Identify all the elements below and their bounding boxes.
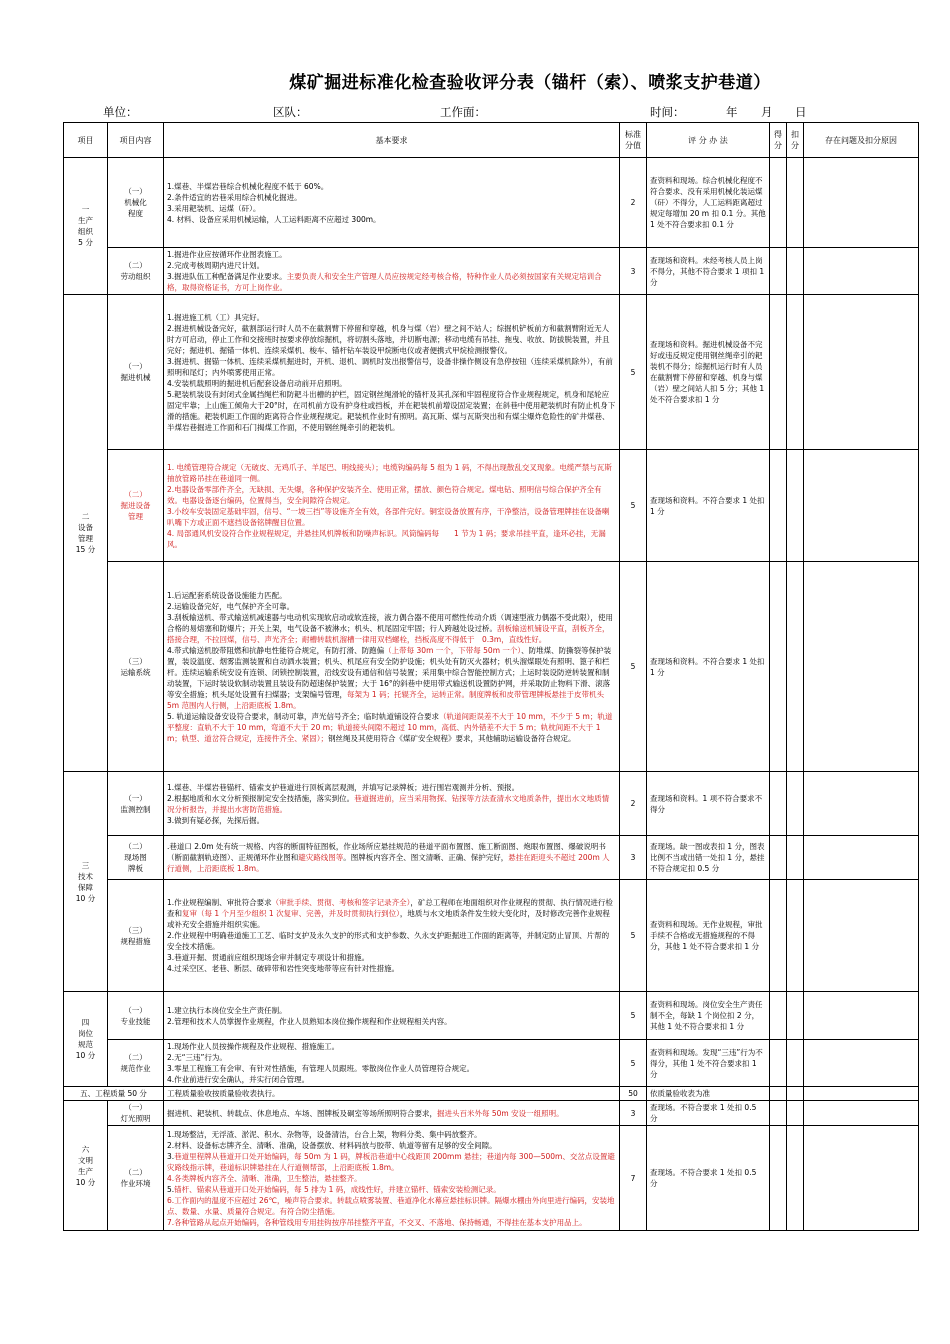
quality-label: 五、工程质量 50 分 [64, 1087, 164, 1101]
standard-score: 5 [620, 295, 647, 450]
scoring-method: 查现场。不符合要求 1 处扣 0.5 分 [647, 1126, 770, 1231]
requirement-line [167, 356, 616, 378]
issue-cell [804, 158, 919, 248]
requirement-text: 2.根据地质和水文分析预报制定安全技措施，落实到位。 [167, 793, 355, 803]
requirement-text-highlight: 6.工作面内的温度不应超过 26℃，噪声符合要求。转载点喷雾装置、巷道净化水幕应悬挂标识牌。隔爆水棚由外向里进行编码，安装地点、数量、水量、质量符合规定。有符合防尘措施。 [167, 1195, 615, 1216]
requirement-text: 3.零星工程施工有会审、有针对性措施，有管理人员跟班。零散岗位作业人员管理符合规定。 [167, 1064, 475, 1073]
requirement-line [167, 952, 616, 963]
item-content: （一） 灯光照明 [108, 1101, 164, 1126]
item-content: （一） 掘进机械 [108, 295, 164, 450]
requirement-line [167, 1140, 616, 1151]
requirement-cell [164, 248, 620, 295]
item-content: （二） 劳动组织 [108, 248, 164, 295]
standard-score: 5 [620, 880, 647, 992]
requirement-line [167, 1041, 616, 1052]
requirement-text: 、防堆煤、防撕裂等保护装置，装设温度、烟雾监测装置和自动洒水装置；机头、机尾应有安全防护设施；机头处有防灭火器材；机头溜煤眼处有照明、篦子和栏杆。连续运输系统安设有连锁、闭锁控制装置，沿线安设有通信和信号装置；采用集中综合智能控制方式；上运时装设防逆转装置和制动装置，下运时装设软制动装置且装设有防超速保护装置；大于 16°的斜巷中使用带式输送机设置防护网，并采取防止物料下滑、滚落等安全措施；机头尾处设置有扫煤器；支架编号管理， [167, 645, 612, 699]
requirement-text: 2.条件适宜的岩巷采用综合机械化掘进。 [167, 192, 302, 202]
requirement-text: 2.材料、设备标志牌齐全、清晰、准确，设备摆放、材料码放与胶带、轨道等留有足够的安全间隙。 [167, 1140, 497, 1150]
requirement-text: 4.作业前进行安全确认，并实行闭合管理。 [167, 1075, 310, 1084]
table-row [64, 562, 919, 772]
requirement-line [167, 506, 616, 528]
item-content: （三） 运输系统 [108, 562, 164, 772]
scoring-method: 查现场和资料。未经考核人员上岗不得分，其他不符合要求 1 项扣 1 分 [647, 248, 770, 295]
header-requirement: 基本要求 [164, 123, 620, 158]
requirement-cell [164, 772, 620, 836]
requirement-text: 1.掘进施工机（工）具完好。 [167, 312, 265, 322]
issue-cell [804, 992, 919, 1040]
requirement-line [167, 192, 616, 203]
requirement-text: 1.建立执行本岗位安全生产责任制。 [167, 1005, 287, 1015]
requirement-text: 3.巷道开掘、贯通前应组织现场会审并制定专项设计和措施。 [167, 953, 370, 962]
unit-label: 单位： [103, 105, 138, 119]
header-score: 得分 [770, 123, 787, 158]
requirement-line [167, 1217, 616, 1228]
requirement-cell [164, 1040, 620, 1087]
issue-cell [804, 836, 919, 880]
requirement-text: 5. [167, 1184, 175, 1194]
requirement-cell [164, 1101, 620, 1126]
requirement-text-highlight: 掘进头百米外每 50m 安设一组照明。 [437, 1108, 564, 1118]
requirement-cell [164, 158, 620, 248]
requirement-text: 3.掘进队伍工种配备满足作业要求。 [167, 272, 287, 281]
requirement-line [167, 214, 616, 225]
requirement-text-highlight: （轨道间距误差不大于 10 mm，不少于 5 m；轨道平整度：直轨不大于 10 mm，弯道不大于 20 m；轨道接头间隙不超过 10 mm，高低、内外错差不大于 5 m；轨枕间距不大于 1 m；轨型、道岔符合规定，连接件齐全、紧固）； [167, 711, 613, 743]
table-row [64, 1040, 919, 1087]
requirement-text-highlight: 4.各类牌板内容齐全、清晰、准确，卫生整洁，悬挂整齐。 [167, 1173, 362, 1183]
requirement-text: .巷道口 2.0m 处有统一规格、内容的断面特征图板，作业场所应悬挂规范的巷道平面布置图、施工断面图、炮眼布置图、爆破说明书（断面截割轨迹图）、正规循环作业图和 [167, 842, 606, 862]
time-label: 时间： [650, 105, 685, 119]
issue-cell [804, 772, 919, 836]
requirement-line [167, 815, 616, 826]
table-row [64, 450, 919, 562]
requirement-text: 3.掘进机、掘锚一体机、连续采煤机掘进时，开机、退机、调机时发出报警信号，设备非操作侧设有急停按钮（连续采煤机除外），有前照明和尾灯；内外喷雾使用正常。 [167, 356, 613, 377]
table-row [64, 248, 919, 295]
table-row [64, 295, 919, 450]
scoring-method: 查资料和现场。发现“三违”行为不得分，其他 1 处不符合要求扣 1 分 [647, 1040, 770, 1087]
quality-score: 50 [620, 1087, 647, 1101]
item-content: （一） 监测控制 [108, 772, 164, 836]
requirement-text-highlight: 3.小绞车安装固定基础牢固，信号、“一坡三挡”等设施齐全有效，各部件完好。铜室设备放置有序，干净整洁，设备管理牌挂在设备喇叭嘴下方或正面不遮挡设备铭牌醒目位置。 [167, 506, 610, 527]
requirement-text-highlight: 4. 局部通风机安设符合作业规程规定，并悬挂风机牌板和防噪声标识。风筒编码每 1 节为 1 码；要求吊挂平直，逢环必挂，无漏风。 [167, 528, 606, 549]
requirement-text: 掘进机、耙装机、转载点、休息地点、车场、图牌板及硐室等场所照明符合要求， [167, 1108, 437, 1118]
requirement-line [167, 260, 616, 271]
deduct-cell [787, 248, 804, 295]
requirement-text-highlight: （审批手续、贯彻、考核和签字记录齐全） [271, 898, 411, 907]
requirement-cell [164, 992, 620, 1040]
deduct-cell [787, 836, 804, 880]
requirement-line [167, 1129, 616, 1140]
requirement-text: 3. [167, 1151, 175, 1161]
scoring-method: 查资料和现场。岗位安全生产责任制不全，每缺 1 个岗位扣 2 分，其他 1 处不符合要求扣 1 分 [647, 992, 770, 1040]
requirement-text: 1.煤巷、半煤岩巷综合机械化程度不低于 60%。 [167, 181, 329, 191]
requirement-cell [164, 1126, 620, 1231]
scoring-method: 查现场和资料。掘进机械设备不完好或违反规定使用钢丝绳牵引的耙装机不得分；综掘机运行时有人员在截割臂下停留和穿越、机身与煤（岩）壁之间站人扣 5 分；其他 1 处不符合要求扣 1 分 [647, 295, 770, 450]
deduct-cell [787, 880, 804, 992]
requirement-text: 4.安装机载照明的掘进机后配套设备启动前开启照明。 [167, 378, 347, 388]
deduct-cell [787, 295, 804, 450]
score-cell [770, 772, 787, 836]
requirement-text-highlight: 主要负责人和安全生产管理人员应按规定经考核合格，特种作业人员必须按国家有关规定培训合格，取得资格证书，方可上岗作业。 [167, 272, 602, 292]
scoring-method: 查资料和现场。综合机械化程度不符合要求、没有采用机械化装运煤（矸）不得分，人工运料距离超过规定每增加 20 m 扣 0.1 分。其他 1 处不符合要求扣 0.1 分 [647, 158, 770, 248]
section-label: 六 文明 生产 10 分 [64, 1101, 108, 1231]
requirement-line [167, 1151, 616, 1173]
header-item: 项目 [64, 123, 108, 158]
table-row [64, 1126, 919, 1231]
requirement-line [167, 601, 616, 612]
requirement-text-highlight: 避灾路线图等 [298, 853, 344, 862]
requirement-cell [164, 295, 620, 450]
requirement-line [167, 1005, 616, 1016]
table-row [64, 880, 919, 992]
requirement-text: 5.耙装机装设有封闭式金属挡绳栏和防耙斗出槽的护栏，固定钢丝绳滑轮的锚杆及其孔深和牢固程度符合作业规程规定，机身和尾轮应固定牢靠；上山施工倾角大于20°时，在司机前方设有护身柱或挡板，并在耙装机前增设固定装置；在斜巷中使用耙装机时有防止机身下滑的措施。耙装机距工作面的距离符合作业规程规定。耙装机作业时有照明。高瓦斯、煤与瓦斯突出和有煤尘爆炸危险性的矿井煤巷、半煤岩巷掘进工作面和石门揭煤工作面，不使用钢丝绳牵引的耙装机。 [167, 389, 616, 432]
standard-score: 7 [620, 1126, 647, 1231]
standard-score: 2 [620, 772, 647, 836]
requirement-text: 2.掘进机械设备完好，截割部运行时人员不在截割臂下停留和穿越，机身与煤（岩）壁之间不站人；综掘机铲板前方和截割臂附近无人时方可启动，停止工作和交接班时按要求停放综掘机，将切割头落地，并切断电源；移动电缆有吊挂、拖曳、收放、防拔脱装置，并且完好；掘进机、掘锚一体机、连续采煤机、梭车、锚杆钻车装设甲烷断电仪或者便携式甲烷检测报警仪。 [167, 323, 610, 355]
requirement-text: 1.掘进作业应按循环作业图表施工。 [167, 250, 287, 259]
requirement-text: 1.现场作业人员按操作规程及作业规程、措施施工。 [167, 1042, 340, 1051]
requirement-text: 4.带式输送机胶带阻燃和抗静电性能符合规定，有防打滑、防跑偏 [167, 645, 385, 655]
item-content: （二） 现场图 牌板 [108, 836, 164, 880]
requirement-line [167, 645, 616, 711]
issue-cell [804, 450, 919, 562]
requirement-line [167, 930, 616, 952]
scoring-method: 查现场。不符合要求 1 处扣 0.5 分 [647, 1101, 770, 1126]
requirement-text: 1.煤巷、半煤岩巷锚杆、锚索支护巷道进行顶板离层观测，并填写记录牌板；进行围岩观测并分析、预报。 [167, 782, 520, 792]
requirement-line [167, 203, 616, 214]
requirement-line [167, 1108, 616, 1119]
issue-cell [804, 248, 919, 295]
standard-score: 3 [620, 248, 647, 295]
requirement-line [167, 963, 616, 974]
scoring-method: 查现场和资料。1 项不符合要求不得分 [647, 772, 770, 836]
table-row [64, 992, 919, 1040]
standard-score: 5 [620, 1040, 647, 1087]
table-body [64, 158, 919, 1231]
requirement-text: 2.完成考核周期内进尺计划。 [167, 261, 265, 270]
requirement-line [167, 711, 616, 744]
requirement-text-highlight: 每架为 1 码；托辊齐全，运转正常。制度牌板和皮带管理牌板悬挂于皮带机头 5m 范围内人行侧，上沿距底板 1.8m。 [167, 689, 605, 710]
month-label: 月 [761, 105, 773, 119]
district-label: 区队： [273, 105, 308, 119]
requirement-text: 4. 材料、设备应采用机械运输，人工运料距离不应超过 300m。 [167, 214, 381, 224]
requirement-line [167, 271, 616, 293]
header-std-score: 标准分值 [620, 123, 647, 158]
requirement-text-highlight: 2.电器设备零部件齐全，无缺损、无失爆，各种保护安装齐全、使用正常，摆放、颜色符合规定。煤电钻、照明信号综合保护齐全有效。电器设备逐台编码，位置得当，安全间隙符合规定。 [167, 484, 602, 505]
item-content: （一） 机械化 程度 [108, 158, 164, 248]
requirement-text-highlight: 刮板输送机铺设平直，刮板齐全，搭接合理，不拉回煤，信号、声光齐全；耐槽转载机溜槽一律用双档螺栓，挡板高度不得低于 0.3m，直线性好。 [167, 623, 610, 644]
requirement-line [167, 528, 616, 550]
score-cell [770, 1101, 787, 1126]
item-content: （二） 作业环境 [108, 1126, 164, 1231]
requirement-line [167, 1052, 616, 1063]
requirement-line [167, 1184, 616, 1195]
header-deduct: 扣分 [787, 123, 804, 158]
score-cell [770, 248, 787, 295]
deduct-cell [787, 1101, 804, 1126]
requirement-line [167, 1016, 616, 1027]
requirement-text: 1.后运配套系统设备设施能力匹配。 [167, 590, 287, 600]
deduct-cell [787, 772, 804, 836]
requirement-text: 2.运输设备完好，电气保护齐全可靠。 [167, 601, 295, 611]
item-content: （一） 专业技能 [108, 992, 164, 1040]
requirement-line [167, 782, 616, 793]
requirement-cell [164, 880, 620, 992]
requirement-text-highlight: 巷道掘进前，应当采用物探、钻探等方法查清水文地质条件，提出水文地质情况分析报告，并提出水害防范措施。 [167, 793, 610, 814]
score-cell [770, 1040, 787, 1087]
score-cell [770, 295, 787, 450]
score-cell [770, 450, 787, 562]
requirement-line [167, 897, 616, 930]
issue-cell [804, 1126, 919, 1231]
requirement-text: 3.刮板输送机、带式输送机减速器与电动机实现软启动或软连接，液力偶合器不使用可燃性传动介质（调速型液力偶器不受此限），使用合格的易熔塞和防爆片；开关上架，电气设备不被淋水；机头、机尾固定牢固；行人跨越处设过桥。 [167, 612, 613, 633]
requirement-text: 。图牌板内容齐全、图文清晰、正确、保护完好， [343, 853, 509, 862]
issue-cell [804, 1087, 919, 1101]
deduct-cell [787, 992, 804, 1040]
table-row [64, 836, 919, 880]
requirement-text: 1.现场整洁，无浮渣、淤泥、积水、杂物等，设备清洁，台合上架，物料分类、集中码放整齐。 [167, 1129, 482, 1139]
issue-cell [804, 880, 919, 992]
section-label: 二 设备 管理 15 分 [64, 295, 108, 772]
requirement-line [167, 1074, 616, 1085]
requirement-cell [164, 836, 620, 880]
standard-score: 5 [620, 562, 647, 772]
workface-label: 工作面： [440, 105, 486, 119]
section-label: 三 技术 保障 10 分 [64, 772, 108, 992]
header-method: 评 分 办 法 [647, 123, 770, 158]
requirement-text: 3.采用耙装机、运煤（矸）。 [167, 203, 261, 213]
standard-score: 2 [620, 158, 647, 248]
table-row [64, 772, 919, 836]
day-label: 日 [795, 105, 807, 119]
scoring-method: 查现场和资料。不符合要求 1 处扣 1 分 [647, 562, 770, 772]
requirement-line [167, 249, 616, 260]
table-row [64, 158, 919, 248]
table-row [64, 1101, 919, 1126]
standard-score: 5 [620, 450, 647, 562]
requirement-line [167, 612, 616, 645]
scoring-method: 查现场。缺一图或表扣 1 分，图表比例不当或出错一处扣 1 分，悬挂不符合规定扣 0.5 分 [647, 836, 770, 880]
deduct-cell [787, 1126, 804, 1231]
deduct-cell [787, 1040, 804, 1087]
requirement-text: 2.管理和技术人员掌握作业规程，作业人员熟知本岗位操作规程和作业规程相关内容。 [167, 1016, 452, 1026]
issue-cell [804, 562, 919, 772]
page-title: 煤矿掘进标准化检查验收评分表（锚杆（索）、喷浆支护巷道） [289, 73, 771, 93]
header-row [64, 123, 919, 158]
requirement-line [167, 484, 616, 506]
section-label: 四 岗位 规范 10 分 [64, 992, 108, 1087]
requirement-text: 钢丝绳及其使用符合《煤矿安全规程》要求，其他辅助运输设备符合规定。 [328, 733, 576, 743]
requirement-text: 4.过采空区、老巷、断层、破碎带和岩性突变地带等应有针对性措施。 [167, 964, 400, 973]
deduct-cell [787, 1087, 804, 1101]
requirement-text-highlight: 悬挂在距迎头不超过 200m 人行道侧，上沿距底板 1.8m。 [167, 853, 610, 873]
score-cell [770, 992, 787, 1040]
item-content: （二） 掘进设备 管理 [108, 450, 164, 562]
requirement-cell [164, 562, 620, 772]
requirement-text: ，地质与水文地质条件发生较大变化时，及时修改完善作业规程或补充安全措施并组织实施。 [167, 909, 610, 929]
standard-score: 3 [620, 836, 647, 880]
issue-cell [804, 295, 919, 450]
requirement-text: ，矿总工程师在地面组织对作业规程的贯彻、执行情况进行检查和 [167, 898, 613, 918]
standard-score: 3 [620, 1101, 647, 1126]
header-content: 项目内容 [108, 123, 164, 158]
requirement-text-highlight: 锚杆、锚索从巷道开口处开始编码，每 5 排为 1 码，成线性好，并建立锚杆、锚索安装检测记录。 [174, 1184, 501, 1194]
requirement-text-highlight: 1. 电缆管理符合规定（无破皮、无鸡爪子、羊尾巴、明线接头）；电缆钩编码每 5 组为 1 码，不得出现散乱交叉现象。电缆严禁与瓦斯抽放管路吊挂在巷道同一侧。 [167, 462, 612, 483]
requirement-text-highlight: 复审（每 1 个月至少组织 1 次复审、完善，并及时贯彻执行到位） [182, 909, 400, 918]
requirement-text: 1.作业规程编制、审批符合要求 [167, 898, 272, 907]
requirement-text-highlight: 7.各种管路从起点开始编码，各种管线用专用挂钩按序吊挂整齐平直，不交叉、不落地、保持畅通，不得挂在基本支护用品上。 [167, 1217, 587, 1227]
requirement-line [167, 590, 616, 601]
section-label: 一 生产 组织 5 分 [64, 158, 108, 295]
requirement-line [167, 323, 616, 356]
score-cell [770, 1126, 787, 1231]
issue-cell [804, 1101, 919, 1126]
requirement-text: 2.作业规程中明确巷道施工工艺、临时支护及永久支护的形式和支护参数、久永支护距掘进工作面的距离等，并制定防止冒顶、片帮的安全技术措施。 [167, 931, 610, 951]
requirement-text: 3.做到有疑必探，先探后掘。 [167, 815, 265, 825]
score-table [63, 122, 919, 1231]
scoring-method: 查现场和资料。不符合要求 1 处扣 1 分 [647, 450, 770, 562]
year-label: 年 [726, 105, 738, 119]
score-cell [770, 1087, 787, 1101]
requirement-text: 2.无“三违”行为。 [167, 1053, 227, 1062]
requirement-line [167, 793, 616, 815]
quality-requirement: 工程质量验收按质量验收表执行。 [164, 1087, 620, 1101]
requirement-line [167, 378, 616, 389]
score-cell [770, 880, 787, 992]
score-cell [770, 562, 787, 772]
requirement-line [167, 389, 616, 433]
deduct-cell [787, 562, 804, 772]
standard-score: 5 [620, 992, 647, 1040]
deduct-cell [787, 158, 804, 248]
requirement-cell [164, 450, 620, 562]
quality-method: 依质量验收表为准 [647, 1087, 770, 1101]
requirement-line [167, 181, 616, 192]
issue-cell [804, 1040, 919, 1087]
requirement-line [167, 841, 616, 874]
requirement-line [167, 1063, 616, 1074]
quality-row [64, 1087, 919, 1101]
requirement-line [167, 1195, 616, 1217]
requirement-text-highlight: （上带每 30m 一个，下带每 50m 一个） [384, 645, 522, 655]
requirement-line [167, 312, 616, 323]
deduct-cell [787, 450, 804, 562]
requirement-text: 5. 轨道运输设备安设符合要求，制动可靠，声光信号齐全；临时轨道铺设符合要求 [167, 711, 440, 721]
requirement-line [167, 1173, 616, 1184]
score-cell [770, 158, 787, 248]
requirement-line [167, 462, 616, 484]
item-content: （二） 规范作业 [108, 1040, 164, 1087]
header-issue: 存在问题及扣分原因 [804, 123, 919, 158]
requirement-text-highlight: 巷道里程牌从巷道开口处开始编码，每 50m 为 1 码，牌板沿巷道中心线距顶 200mm 悬挂；巷道内每 300—500m、交岔点设置避灾路线指示牌，巷道标识牌悬挂在人行道侧帮部，上沿距底板 1.8m。 [167, 1151, 615, 1172]
scoring-method: 查资料和现场。无作业规程，审批手续不合格或无措施规程的不得分，其他 1 处不符合要求扣 1 分 [647, 880, 770, 992]
score-cell [770, 836, 787, 880]
item-content: （三） 规程措施 [108, 880, 164, 992]
